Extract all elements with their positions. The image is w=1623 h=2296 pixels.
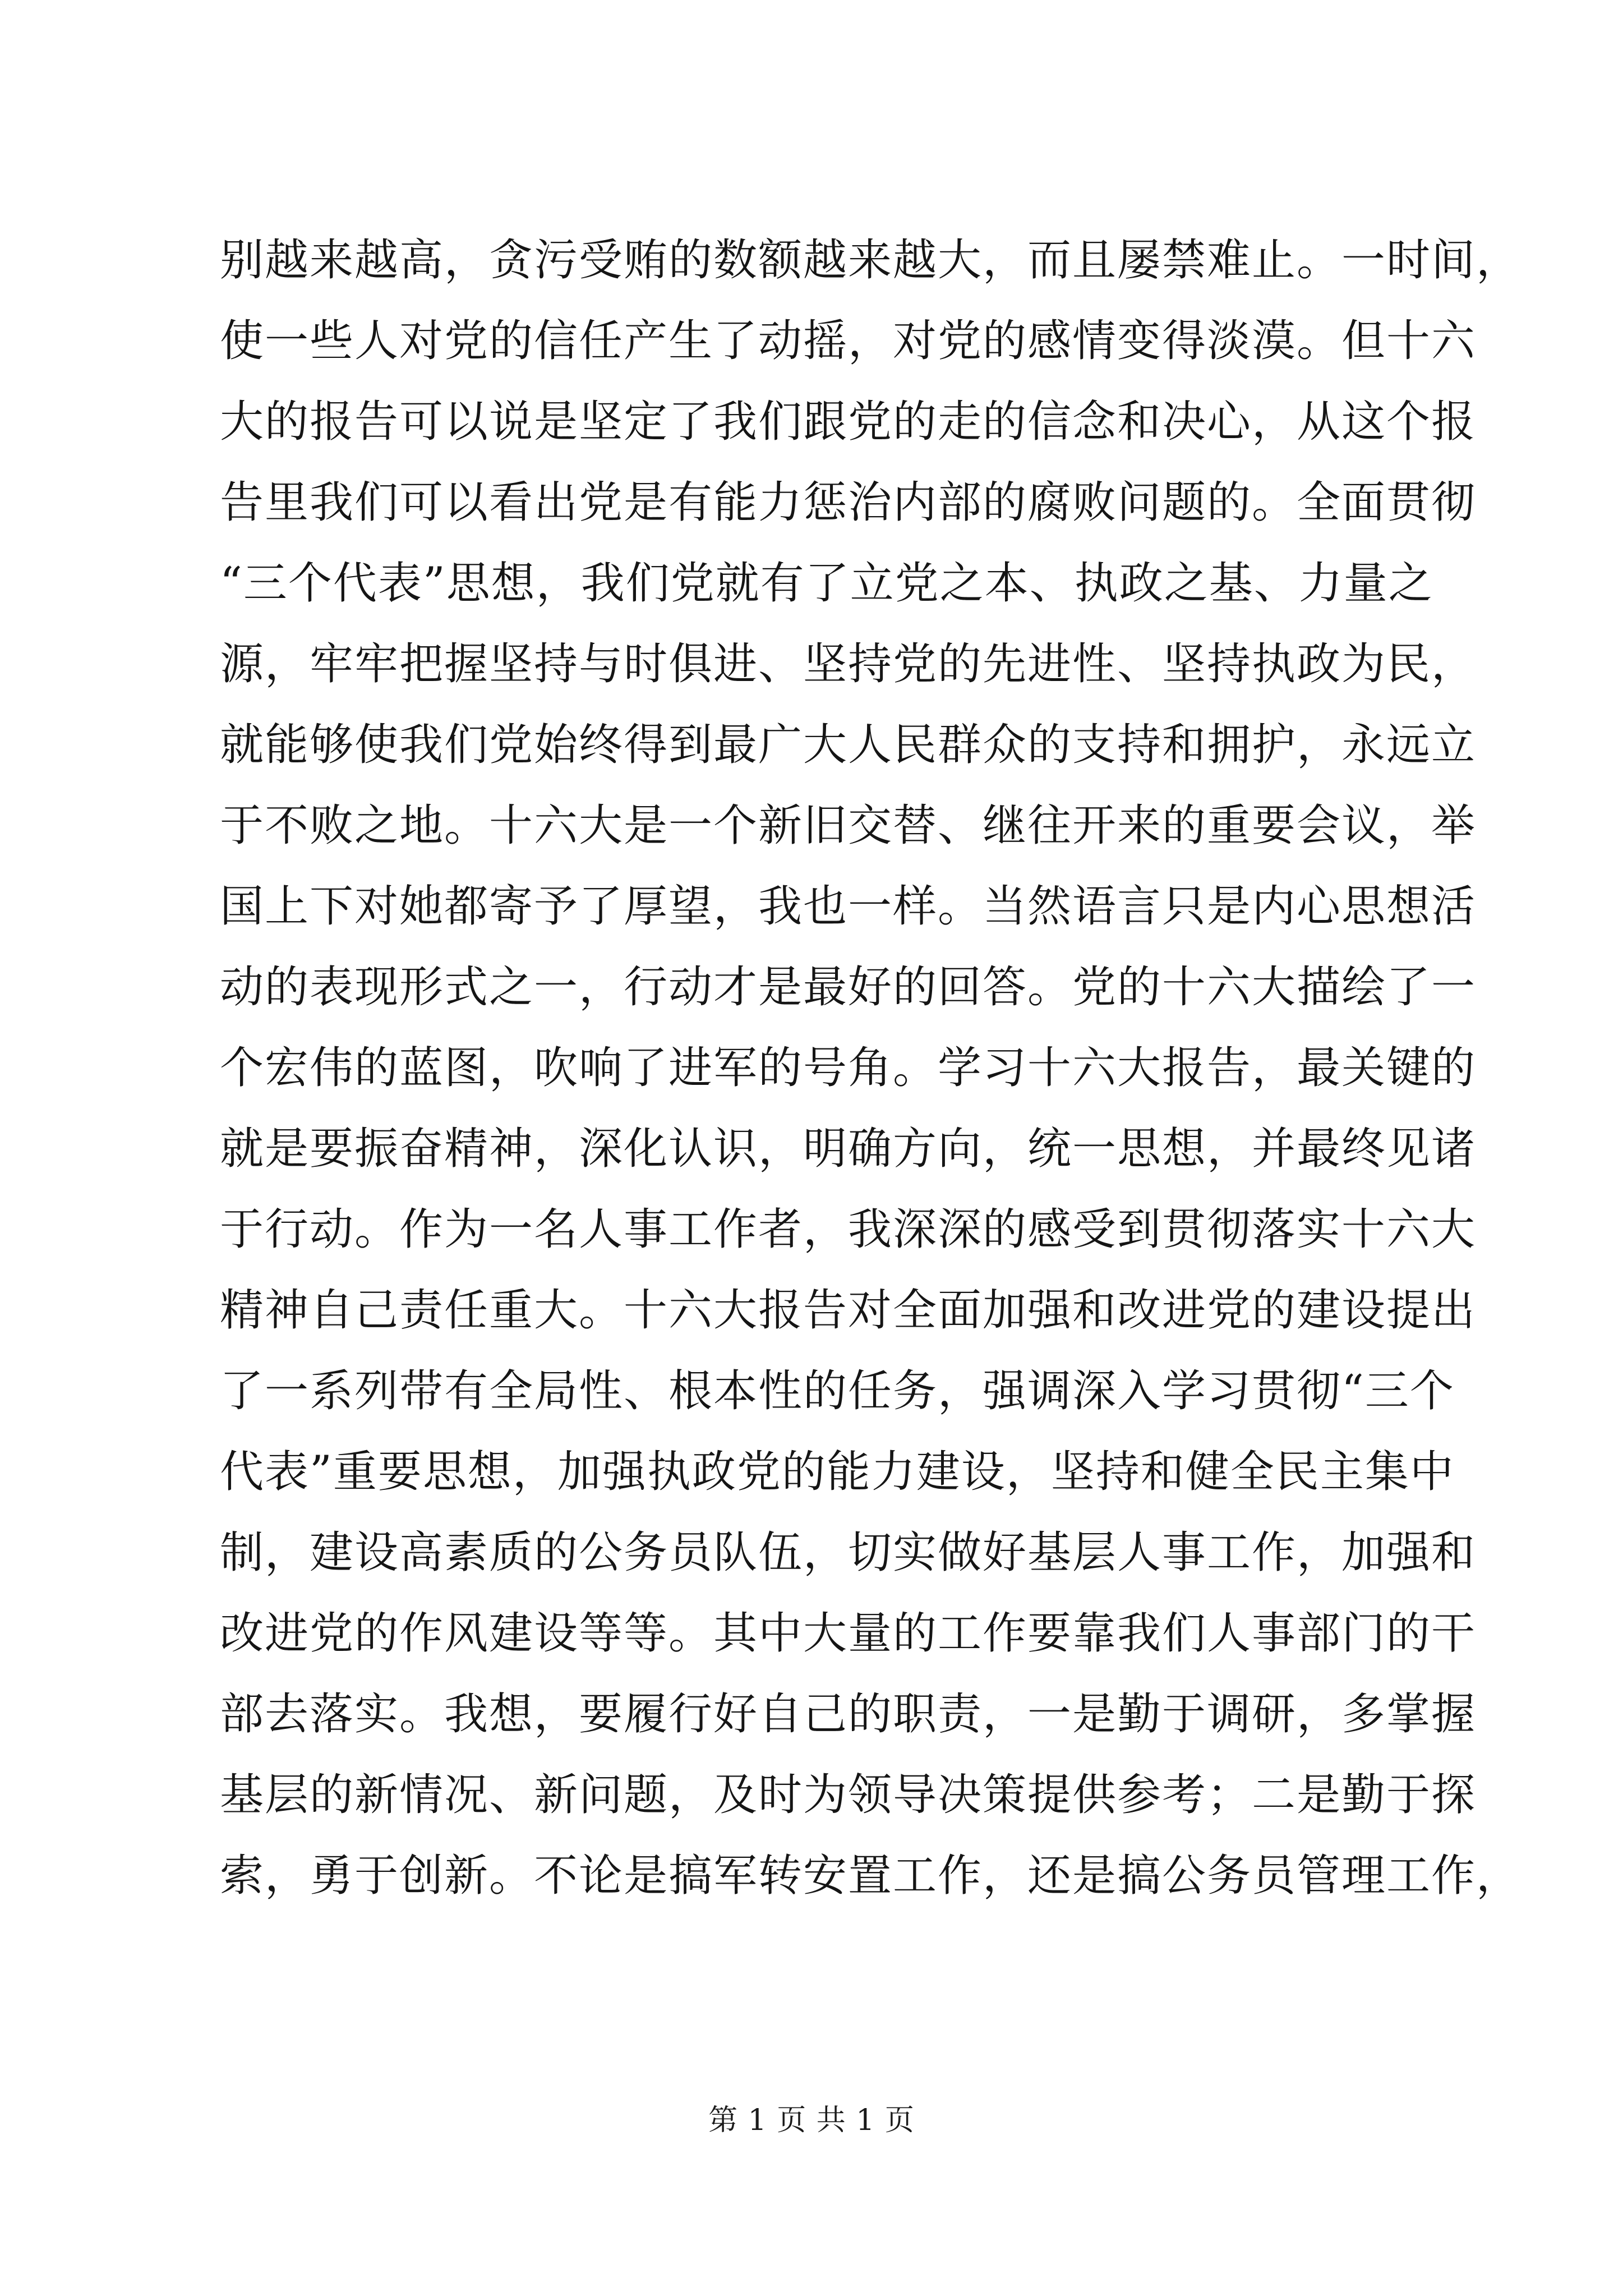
text-line: “三个代表”思想，我们党就有了立党之本、执政之基、力量之 (220, 558, 1433, 609)
text-line: 个宏伟的蓝图，吹响了进军的号角。学习十六大报告，最关键的 (220, 1043, 1477, 1093)
text-line: 了一系列带有全局性、根本性的任务，强调深入学习贯彻“三个 (220, 1366, 1455, 1416)
page-number-label: 第 1 页 共 1 页 (708, 2104, 915, 2137)
text-line: 精神自己责任重大。十六大报告对全面加强和改进党的建设提出 (220, 1285, 1477, 1336)
text-line: 源，牢牢把握坚持与时俱进、坚持党的先进性、坚持执政为民， (220, 639, 1477, 689)
text-line: 动的表现形式之一，行动才是最好的回答。党的十六大描绘了一 (220, 962, 1477, 1013)
text-line: 就能够使我们党始终得到最广大人民群众的支持和拥护，永远立 (220, 720, 1477, 770)
text-line: 告里我们可以看出党是有能力惩治内部的腐败问题的。全面贯彻 (220, 477, 1477, 528)
text-line: 部去落实。我想，要履行好自己的职责，一是勤于调研，多掌握 (220, 1689, 1477, 1740)
text-line: 国上下对她都寄予了厚望，我也一样。当然语言只是内心思想活 (220, 881, 1477, 932)
text-line: 于行动。作为一名人事工作者，我深深的感受到贯彻落实十六大 (220, 1204, 1477, 1255)
text-line: 使一些人对党的信任产生了动摇，对党的感情变得淡漠。但十六 (220, 316, 1477, 366)
text-line: 改进党的作风建设等等。其中大量的工作要靠我们人事部门的干 (220, 1608, 1477, 1659)
text-line: 制，建设高素质的公务员队伍，切实做好基层人事工作，加强和 (220, 1527, 1477, 1578)
text-line: 索，勇于创新。不论是搞军转安置工作，还是搞公务员管理工作， (220, 1851, 1521, 1901)
text-line: 代表”重要思想，加强执政党的能力建设，坚持和健全民主集中 (220, 1447, 1455, 1497)
text-line: 基层的新情况、新问题，及时为领导决策提供参考；二是勤于探 (220, 1770, 1477, 1820)
body-paragraph (220, 220, 1521, 1916)
page-footer (0, 2101, 1623, 2140)
text-line: 大的报告可以说是坚定了我们跟党的走的信念和决心，从这个报 (220, 397, 1477, 447)
text-line: 于不败之地。十六大是一个新旧交替、继往开来的重要会议，举 (220, 800, 1477, 851)
text-line: 就是要振奋精神，深化认识，明确方向，统一思想，并最终见诸 (220, 1124, 1477, 1174)
text-line: 别越来越高，贪污受贿的数额越来越大，而且屡禁难止。一时间， (220, 235, 1521, 286)
